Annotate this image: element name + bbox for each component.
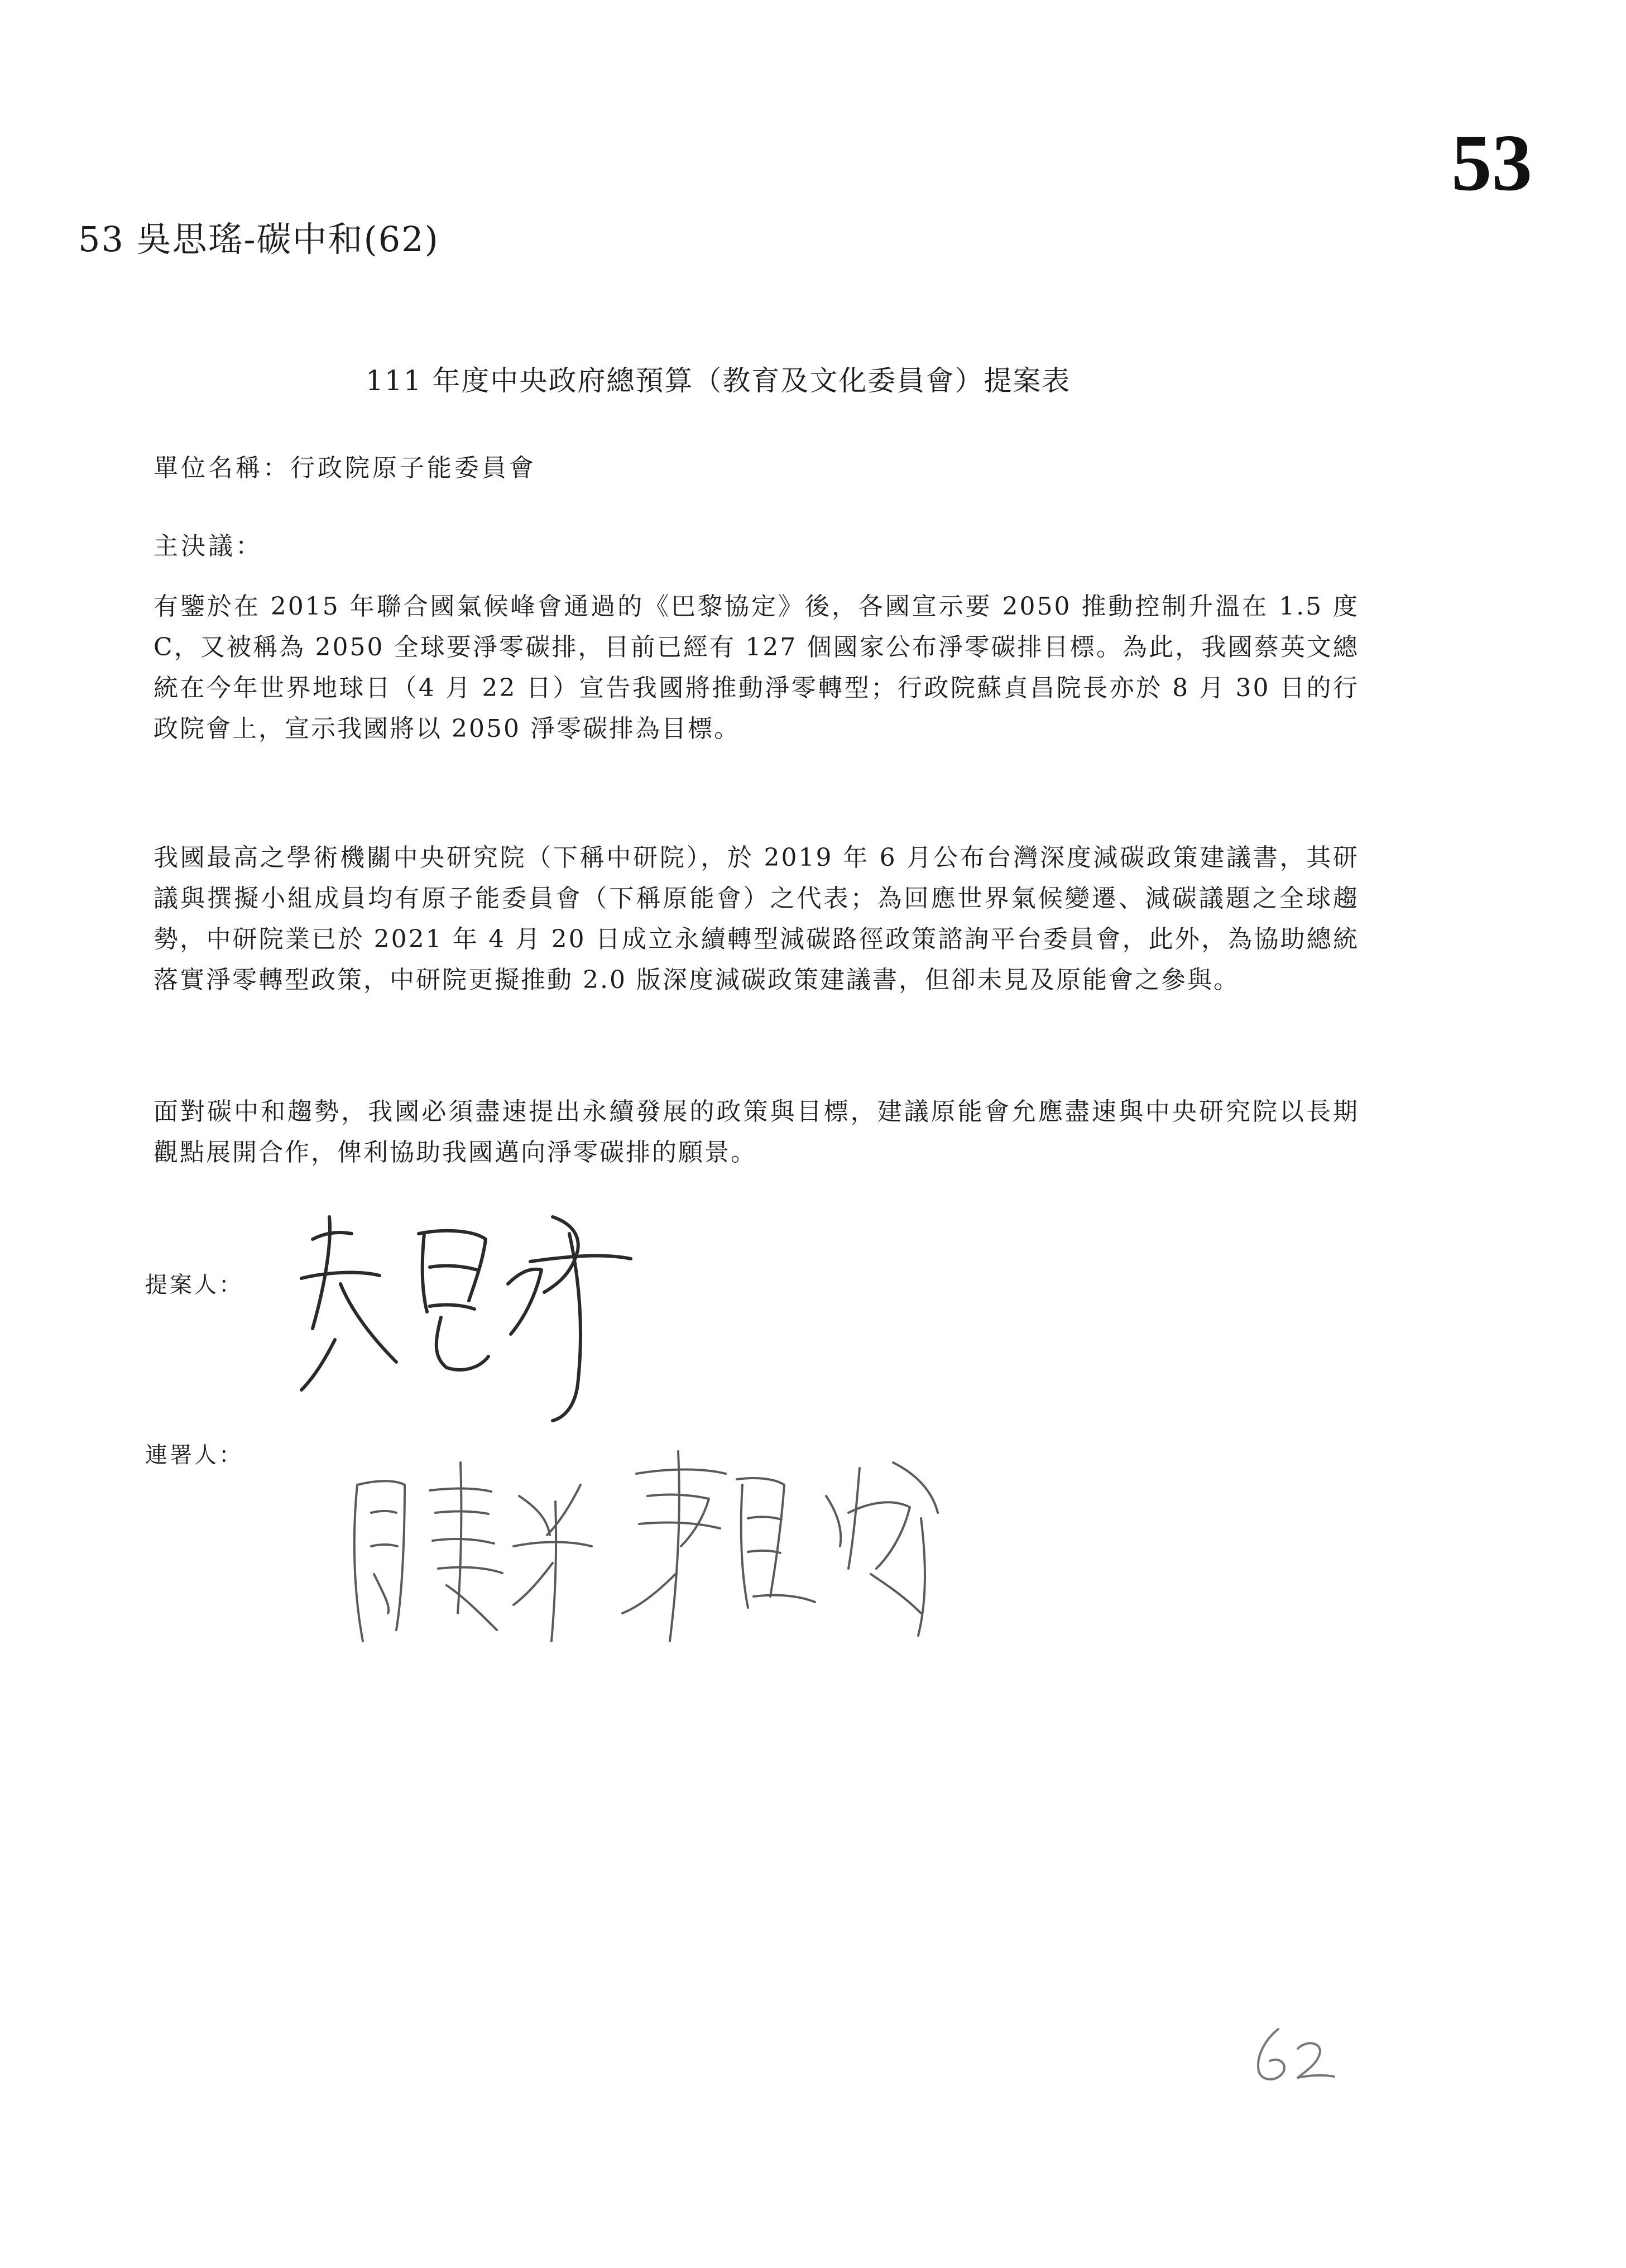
resolution-label: 主決議：: [154, 532, 263, 560]
document-label: 53 吳思瑤-碳中和(62): [78, 219, 439, 260]
unit-value: 行政院原子能委員會: [290, 454, 536, 482]
paragraph: 有鑒於在 2015 年聯合國氣候峰會通過的《巴黎協定》後，各國宣示要 2050 推動控制升溫在 1.5 度 C，又被稱為 2050 全球要淨零碳排，目前已經有 127 個國家公布淨零碳排目標。為此，我國蔡英文總統在今年世界地球日（4 月 22 日）宣告我國將推動淨零轉型；行政院蘇貞昌院長亦於 8 月 30 日的行政院會上，宣示我國將以 2050 淨零碳排為目標。: [154, 592, 1359, 743]
page-number: 53: [1451, 118, 1532, 208]
document-title: 111 年度中央政府總預算（教育及文化委員會）提案表: [366, 365, 1071, 397]
proposer-label: 提案人：: [145, 1272, 243, 1298]
paragraph: 我國最高之學術機關中央研究院（下稱中研院），於 2019 年 6 月公布台灣深度減碳政策建議書，其研議與撰擬小組成員均有原子能委員會（下稱原能會）之代表；為回應世界氣候變遷、減碳議題之全球趨勢，中研院業已於 2021 年 4 月 20 日成立永續轉型減碳路徑政策諮詢平台委員會，此外，為協助總統落實淨零轉型政策，中研院更擬推動 2.0 版深度減碳政策建議書，但卻未見及原能會之參與。: [154, 843, 1359, 994]
proposer-signature: [290, 1200, 647, 1435]
unit-label: 單位名稱：: [154, 454, 290, 482]
paragraph: 面對碳中和趨勢，我國必須盡速提出永續發展的政策與目標，建議原能會允應盡速與中央研究院以長期觀點展開合作，俾利協助我國邁向淨零碳排的願景。: [154, 1097, 1359, 1167]
cosigner-label: 連署人：: [145, 1442, 243, 1468]
handwritten-page-mark: [1245, 2021, 1340, 2088]
unit-line: [154, 452, 536, 484]
cosigner-signatures: [335, 1429, 960, 1652]
